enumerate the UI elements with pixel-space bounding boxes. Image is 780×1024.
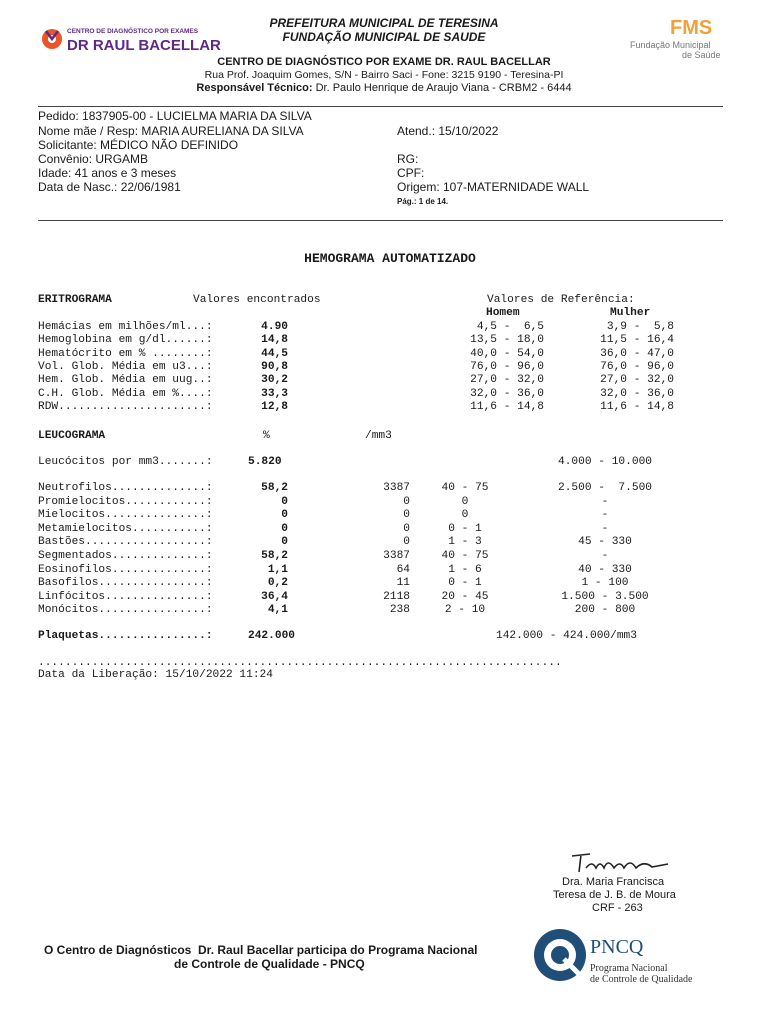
eritro-row-value: 33,3: [261, 387, 288, 400]
leuco-row-ref-percent: 0 - 1: [448, 577, 482, 590]
eritro-row-label: Vol. Glob. Média em u3...:: [38, 360, 213, 373]
convenio: Convênio: URGAMB: [38, 152, 149, 166]
origem: Origem: 107-MATERNIDADE WALL: [397, 180, 590, 194]
leuco-row-label: Promielocitos............:: [38, 495, 213, 508]
eritro-row-label: Hem. Glob. Média em uug..:: [38, 374, 213, 387]
signature-name: Dra. Maria Francisca: [562, 876, 665, 888]
leuco-row-ref-percent: 0: [461, 509, 469, 522]
exam-title: HEMOGRAMA AUTOMATIZADO: [304, 251, 476, 266]
percent-header: %: [263, 430, 270, 442]
resp-value: Dr. Paulo Henrique de Araujo Viana - CRBM2 - 6444: [312, 82, 572, 94]
leucocitos-ref: 4.000 - 10.000: [558, 456, 652, 468]
eritro-row-ref-homem: 32,0 - 36,0: [470, 387, 544, 400]
mulher-header: Mulher: [610, 307, 651, 319]
leuco-row-ref-percent: 0 - 1: [448, 522, 482, 535]
leuco-row-ref-percent: 1 - 3: [448, 536, 482, 549]
leuco-row-ref-absolute: 45 - 330: [578, 536, 632, 549]
idade: Idade: 41 anos e 3 meses: [38, 166, 177, 180]
fms-line2: de Saúde: [682, 50, 721, 60]
leuco-row-value: 0: [281, 509, 288, 522]
pncq-logo: [530, 925, 710, 987]
pedido: Pedido: 1837905-00 - LUCIELMA MARIA DA SILVA: [38, 109, 312, 123]
leuco-row-value: 0: [281, 495, 288, 508]
page-number: Pág.: 1 de 14.: [397, 197, 449, 206]
logo-left-line1: CENTRO DE DIAGNÓSTICO POR EXAMES: [67, 28, 199, 35]
responsavel-tecnico: [0, 82, 768, 94]
pncq-line1: Programa Nacional: [590, 963, 668, 974]
plaquetas-value: 242.000: [248, 630, 295, 642]
header-title2: FUNDAÇÃO MUNICIPAL DE SAUDE: [282, 30, 486, 44]
leuco-row-ref-absolute: 1 - 100: [581, 577, 629, 590]
leuco-row-value: 58,2: [261, 550, 288, 562]
valores-encontrados: Valores encontrados: [193, 294, 321, 306]
leuco-row-label: Segmentados..............:: [38, 550, 213, 562]
leuco-row-absolute: 11: [396, 577, 410, 590]
leuco-row-ref-absolute: -: [601, 522, 609, 535]
leucograma-label: LEUCOGRAMA: [38, 430, 106, 442]
atendimento: Atend.: 15/10/2022: [397, 124, 499, 138]
center-address: Rua Prof. Joaquim Gomes, S/N - Bairro Saci - Fone: 3215 9190 - Teresina-PI: [204, 69, 564, 81]
leuco-row-ref-absolute: 200 - 800: [574, 604, 636, 617]
rg: RG:: [397, 152, 419, 166]
plaquetas-ref: 142.000 - 424.000/mm3: [496, 630, 637, 642]
center-name: CENTRO DE DIAGNÓSTICO POR EXAME DR. RAUL BACELLAR: [217, 56, 551, 68]
data-liberacao: Data da Liberação: 15/10/2022 11:24: [38, 669, 273, 681]
pncq-text: PNCQ: [590, 936, 644, 958]
leuco-row-value: 0: [281, 536, 288, 549]
nome-mae: Nome mãe / Resp: MARIA AURELIANA DA SILVA: [38, 124, 304, 138]
leuco-row-value: 1,1: [267, 563, 288, 576]
eritro-row-ref-homem: 27,0 - 32,0: [470, 374, 544, 387]
leuco-row-ref-percent: 1 - 6: [448, 563, 482, 576]
leuco-row-absolute: 2118: [383, 590, 410, 603]
resp-label: Responsável Técnico:: [196, 82, 313, 94]
leucocitos-value: 5.820: [248, 456, 282, 468]
leucocitos-label: Leucócitos por mm3.......:: [38, 456, 213, 468]
leuco-row-ref-absolute: 40 - 330: [578, 563, 632, 576]
eritro-row-ref-mulher: 3,9 - 5,8: [606, 321, 674, 333]
divider-top: [38, 106, 723, 107]
cpf: CPF:: [397, 166, 425, 180]
eritro-row-value: 12,8: [261, 400, 288, 413]
leuco-row-ref-absolute: -: [601, 495, 609, 508]
fms-line1: Fundação Municipal: [630, 40, 711, 50]
signature-crf: CRF - 263: [592, 902, 643, 914]
signature-name2: Teresa de J. B. de Moura: [553, 889, 676, 901]
data-nascimento: Data de Nasc.: 22/06/1981: [38, 180, 181, 194]
leuco-row-ref-absolute: 1.500 - 3.500: [561, 590, 649, 603]
leuco-row-label: Bastões..................:: [38, 536, 213, 549]
eritro-row-ref-mulher: 27,0 - 32,0: [600, 374, 674, 387]
leuco-row-absolute: 238: [389, 604, 410, 617]
eritro-row-ref-mulher: 32,0 - 36,0: [600, 387, 674, 400]
leuco-row-absolute: 3387: [383, 482, 410, 494]
leuco-row-ref-absolute: -: [601, 550, 609, 562]
leuco-row-label: Neutrofilos..............:: [38, 482, 213, 494]
eritro-row-ref-mulher: 76,0 - 96,0: [600, 360, 674, 373]
eritro-row-label: C.H. Glob. Média em %....:: [38, 387, 213, 400]
signature-scribble: [568, 850, 678, 876]
leuco-row-absolute: 0: [403, 495, 410, 508]
eritro-row-ref-homem: 13,5 - 18,0: [470, 334, 544, 347]
homem-header: Homem: [486, 307, 520, 319]
leuco-row-absolute: 0: [403, 522, 410, 535]
leuco-row-label: Mielocitos...............:: [38, 509, 213, 522]
eritro-row-ref-homem: 40,0 - 54,0: [470, 347, 544, 360]
eritro-row-value: 90,8: [261, 360, 288, 373]
pncq-line2: de Controle de Qualidade: [590, 974, 693, 985]
header-title1: PREFEITURA MUNICIPAL DE TERESINA: [269, 16, 499, 30]
logo-left-line2: DR RAUL BACELLAR: [67, 37, 221, 54]
solicitante: Solicitante: MÉDICO NÃO DEFINIDO: [38, 138, 239, 152]
leuco-row-label: Eosinofilos..............:: [38, 563, 213, 576]
leuco-row-ref-absolute: -: [601, 509, 609, 522]
leuco-row-value: 0: [281, 522, 288, 535]
fms-logo-text: FMS: [670, 17, 713, 39]
divider-bottom: [38, 220, 723, 221]
leuco-row-label: Metamielocitos...........:: [38, 522, 213, 535]
leuco-row-label: Basofilos................:: [38, 577, 213, 590]
eritro-row-label: RDW......................:: [38, 400, 213, 413]
leuco-row-absolute: 64: [396, 563, 410, 576]
leuco-row-value: 0,2: [267, 577, 288, 590]
footer-line1: O Centro de Diagnósticos Dr. Raul Bacellar participa do Programa Nacional: [44, 943, 478, 957]
leuco-row-ref-percent: 40 - 75: [441, 482, 489, 494]
footer-line2: de Controle de Qualidade - PNCQ: [174, 957, 365, 971]
mm3-header: /mm3: [365, 430, 392, 442]
eritro-row-label: Hemácias em milhões/ml...:: [38, 321, 213, 333]
leuco-row-ref-percent: 2 - 10: [444, 604, 486, 617]
leuco-row-value: 4,1: [267, 604, 288, 617]
plaquetas-label: Plaquetas................:: [38, 630, 213, 642]
eritrograma-label: ERITROGRAMA: [38, 294, 112, 306]
eritro-row-value: 30,2: [261, 374, 288, 387]
leuco-row-label: Monócitos................:: [38, 604, 213, 617]
leuco-row-ref-absolute: 2.500 - 7.500: [558, 482, 652, 494]
leuco-row-value: 58,2: [261, 482, 288, 494]
valores-referencia: Valores de Referência:: [487, 294, 635, 306]
leuco-row-absolute: 0: [403, 509, 410, 522]
eritro-row-ref-mulher: 36,0 - 47,0: [600, 347, 674, 360]
eritro-row-value: 14,8: [261, 334, 288, 347]
dotted-separator: ..............................................................................: [38, 657, 562, 669]
eritro-row-label: Hematócrito em % ........:: [38, 347, 213, 360]
eritro-row-value: 4.90: [261, 321, 288, 333]
leuco-row-ref-percent: 20 - 45: [441, 590, 489, 603]
eritro-row-ref-mulher: 11,6 - 14,8: [600, 400, 674, 413]
leuco-row-absolute: 3387: [383, 550, 410, 562]
leuco-row-label: Linfócitos...............:: [38, 590, 213, 603]
leuco-row-ref-percent: 40 - 75: [441, 550, 489, 562]
leuco-row-value: 36,4: [261, 590, 288, 603]
eritro-row-ref-mulher: 11,5 - 16,4: [600, 334, 674, 347]
leuco-row-absolute: 0: [403, 536, 410, 549]
eritro-row-ref-homem: 76,0 - 96,0: [470, 360, 544, 373]
eritro-row-ref-homem: 11,6 - 14,8: [470, 400, 544, 413]
eritro-row-ref-homem: 4,5 - 6,5: [476, 321, 544, 333]
eritro-row-value: 44,5: [261, 347, 288, 360]
eritro-row-label: Hemoglobina em g/dl......:: [38, 334, 213, 347]
leuco-row-ref-percent: 0: [461, 495, 469, 508]
